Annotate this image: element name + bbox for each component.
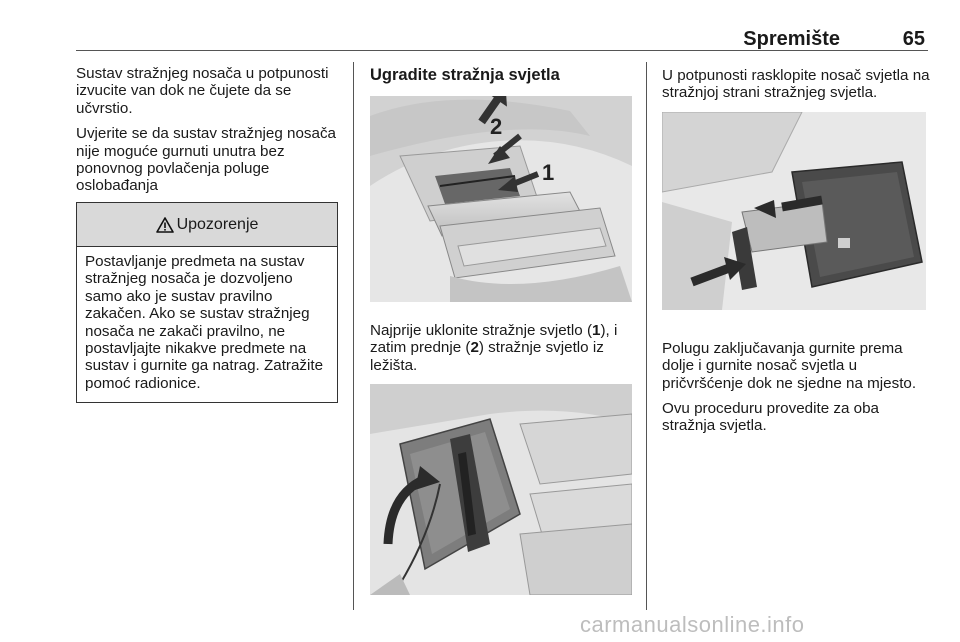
- figure-unfold-bracket: [370, 384, 632, 595]
- warning-triangle-icon: [156, 217, 174, 233]
- paragraph: Uvjerite se da sustav stražnjeg nosača nije moguće gurnuti unutra bez ponovnog povlačenja poluge oslobađanja: [76, 125, 337, 195]
- page-number: 65: [902, 28, 925, 50]
- page-header: [76, 26, 928, 50]
- reference-number: 1: [592, 322, 601, 339]
- figure-callout-label: 1: [542, 160, 555, 185]
- section-heading: Ugradite stražnja svjetla: [370, 66, 560, 84]
- paragraph: Sustav stražnjeg nosača u potpunosti izvucite van dok ne čujete da se učvrstio.: [76, 65, 329, 117]
- reference-number: 2: [470, 339, 479, 357]
- figure-remove-tail-lights: [370, 96, 632, 302]
- paragraph: Polugu zaključavanja gurnite prema dolje i gurnite nosač svjetla u pričvršćenje dok ne sjedne na mjesto.: [662, 340, 917, 392]
- column-divider-1: [353, 62, 354, 610]
- warning-box: [76, 202, 338, 403]
- column-divider-2: [646, 62, 647, 610]
- paragraph: Ovu proceduru provedite za oba stražnja svjetla.: [662, 400, 879, 435]
- column-right: [662, 67, 932, 110]
- paragraph: U potpunosti rasklopite nosač svjetla na stražnjoj strani stražnjeg svjetla.: [662, 67, 930, 102]
- watermark-text: carmanualsonline.info: [580, 612, 805, 637]
- warning-text: Postavljanje predmeta na sustav stražnjeg nosača je dozvoljeno samo ako je sustav pravilno zakačen. Ako se sustav stražnjeg nosača ne zakači pravilno, ne postavljajte nikakve predmete na sustav i gurnite ga natrag. Zatražite pomoć radionice.: [85, 253, 324, 392]
- warning-header: [77, 203, 337, 247]
- figure-callout-label: 2: [490, 114, 503, 139]
- paragraph-remove-instructions: Najprije uklonite stražnje svjetlo (1), i zatim prednje (2) stražnje svjetlo iz ležišta.: [370, 322, 618, 374]
- figure-lock-lever: [662, 112, 926, 310]
- warning-title: Upozorenje: [176, 215, 259, 233]
- column-left: [76, 65, 341, 203]
- header-divider: [76, 50, 928, 51]
- section-title: Spremište: [743, 28, 840, 50]
